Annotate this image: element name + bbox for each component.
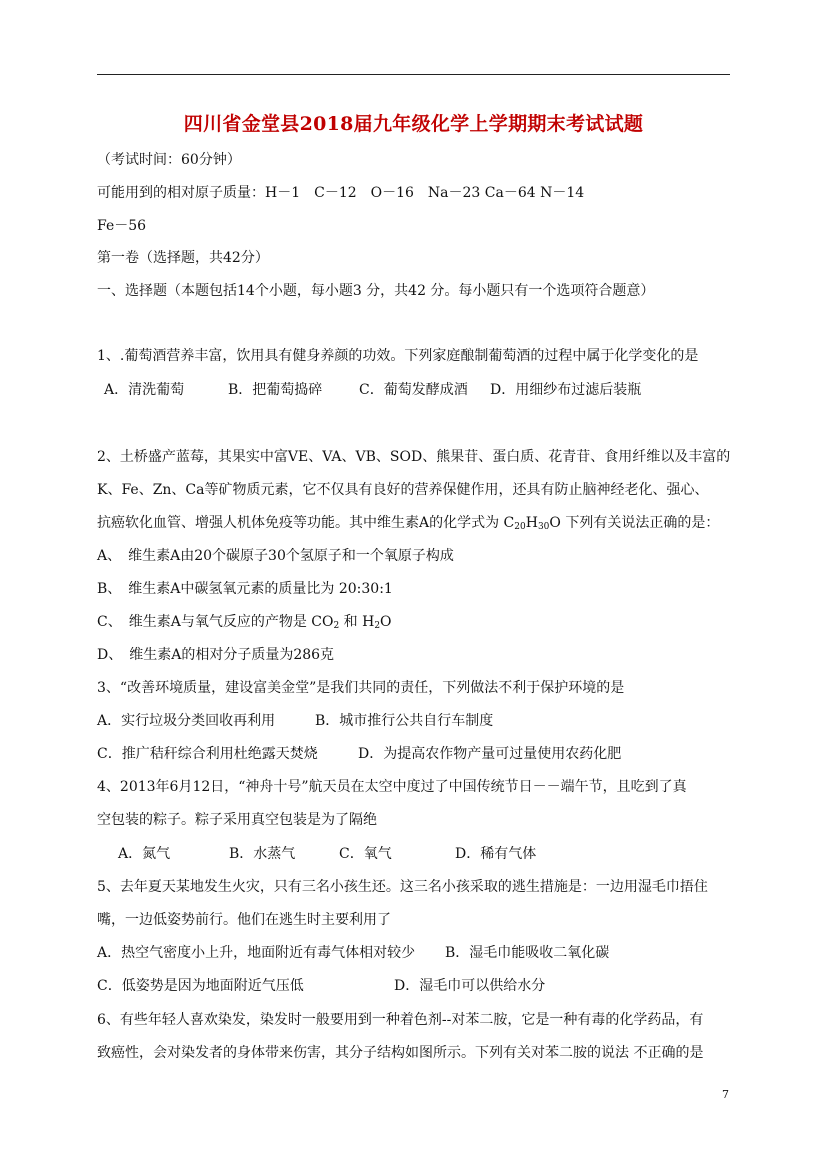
page-title: 四川省金堂县2018届九年级化学上学期期末考试试题	[183, 113, 644, 135]
q3-stem: 3、“改善环境质量，建设富美金堂”是我们共同的责任，下列做法不利于保护环境的是	[97, 680, 625, 696]
q2-option-c-mid: 和 H	[339, 614, 375, 630]
page-number: 7	[722, 1088, 729, 1101]
q1-option-b: B．把葡萄捣碎	[228, 382, 323, 398]
q4-line-2: 空包装的粽子。粽子采用真空包装是为了隔绝	[97, 812, 377, 828]
q2-option-c-sub-1: 2	[333, 621, 340, 631]
q4-line-1: 4、2013年6月12日，“神舟十号”航天员在太空中度过了中国传统节日－－端午节，且吃到了真	[97, 779, 687, 795]
part1-heading: 第一卷（选择题，共42分）	[97, 250, 269, 266]
q4-option-c: C．氧气	[339, 846, 392, 862]
q2-option-d: D、 维生素A的相对分子质量为286克	[97, 647, 335, 663]
q2-line-3-mid: H	[525, 515, 538, 531]
q2-option-c-post: O	[380, 614, 392, 630]
q2-formula-sub-1: 20	[514, 522, 526, 532]
q4-option-b: B．水蒸气	[229, 846, 296, 862]
atomic-masses-line-2: Fe－56	[97, 218, 147, 234]
q2-option-c-pre: C、 维生素A与氧气反应的产物是 CO	[97, 614, 334, 630]
q1-option-c: C．葡萄发酵成酒	[359, 382, 468, 398]
q2-option-c-sub-2: 2	[374, 621, 381, 631]
header-rule	[97, 74, 730, 75]
q2-option-a: A、 维生素A由20个碳原子30个氢原子和一个氧原子构成	[97, 548, 454, 564]
q2-line-3-pre: 抗癌软化血管、增强人机体免疫等功能。其中维生素A的化学式为 C	[97, 515, 515, 531]
q1-option-d: D．用细纱布过滤后装瓶	[490, 382, 642, 398]
q5-line-2: 嘴，一边低姿势前行。他们在逃生时主要利用了	[97, 912, 391, 928]
q5-option-a: A．热空气密度小上升，地面附近有毒气体相对较少	[97, 945, 416, 961]
q2-line-1: 2、土桥盛产蓝莓，其果实中富VE、VA、VB、SOD、熊果苷、蛋白质、花青苷、食用纤维以及丰富的	[97, 449, 731, 465]
q4-option-a: A．氮气	[118, 846, 171, 862]
q1-stem: 1、.葡萄酒营养丰富，饮用具有健身养颜的功效。下列家庭酿制葡萄酒的过程中属于化学变化的是	[97, 348, 699, 364]
exam-time: （考试时间：60分钟）	[97, 152, 241, 168]
q2-option-b: B、 维生素A中碳氢氧元素的质量比为 20:30:1	[97, 581, 393, 597]
atomic-masses-line-1: 可能用到的相对原子质量：H－1 C－12 O－16 Na－23 Ca－64 N－14	[97, 185, 585, 201]
section1-heading: 一、选择题（本题包括14个小题，每小题3 分，共42 分。每小题只有一个选项符合题意）	[97, 283, 655, 299]
q2-line-3	[97, 513, 719, 533]
q5-option-b: B．湿毛巾能吸收二氧化碳	[445, 945, 610, 961]
q2-line-3-post: O 下列有关说法正确的是：	[549, 515, 720, 531]
q1-option-a: A．清洗葡萄	[104, 382, 185, 398]
q3-option-c: C．推广秸秆综合利用杜绝露天焚烧	[97, 746, 318, 762]
q2-formula-sub-2: 30	[537, 522, 550, 532]
q3-option-d: D．为提高农作物产量可过量使用农药化肥	[358, 746, 622, 762]
q5-option-d: D．湿毛巾可以供给水分	[394, 978, 546, 994]
q2-line-2: K、Fe、Zn、Ca等矿物质元素，它不仅具有良好的营养保健作用，还具有防止脑神经老化、强心、	[97, 482, 709, 498]
q5-line-1: 5、去年夏天某地发生火灾，只有三名小孩生还。这三名小孩采取的逃生措施是：一边用湿毛巾捂住	[97, 879, 708, 895]
q3-option-b: B．城市推行公共自行车制度	[315, 713, 494, 729]
q3-option-a: A．实行垃圾分类回收再利用	[97, 713, 276, 729]
q2-option-c	[97, 612, 392, 632]
q5-option-c: C．低姿势是因为地面附近气压低	[97, 978, 304, 994]
q4-option-d: D．稀有气体	[455, 846, 537, 862]
q6-line-1: 6、有些年轻人喜欢染发，染发时一般要用到一种着色剂--对苯二胺，它是一种有毒的化学药品，有	[97, 1012, 704, 1028]
q6-line-2: 致癌性，会对染发者的身体带来伤害，其分子结构如图所示。下列有关对苯二胺的说法 不正确的是	[97, 1045, 704, 1061]
